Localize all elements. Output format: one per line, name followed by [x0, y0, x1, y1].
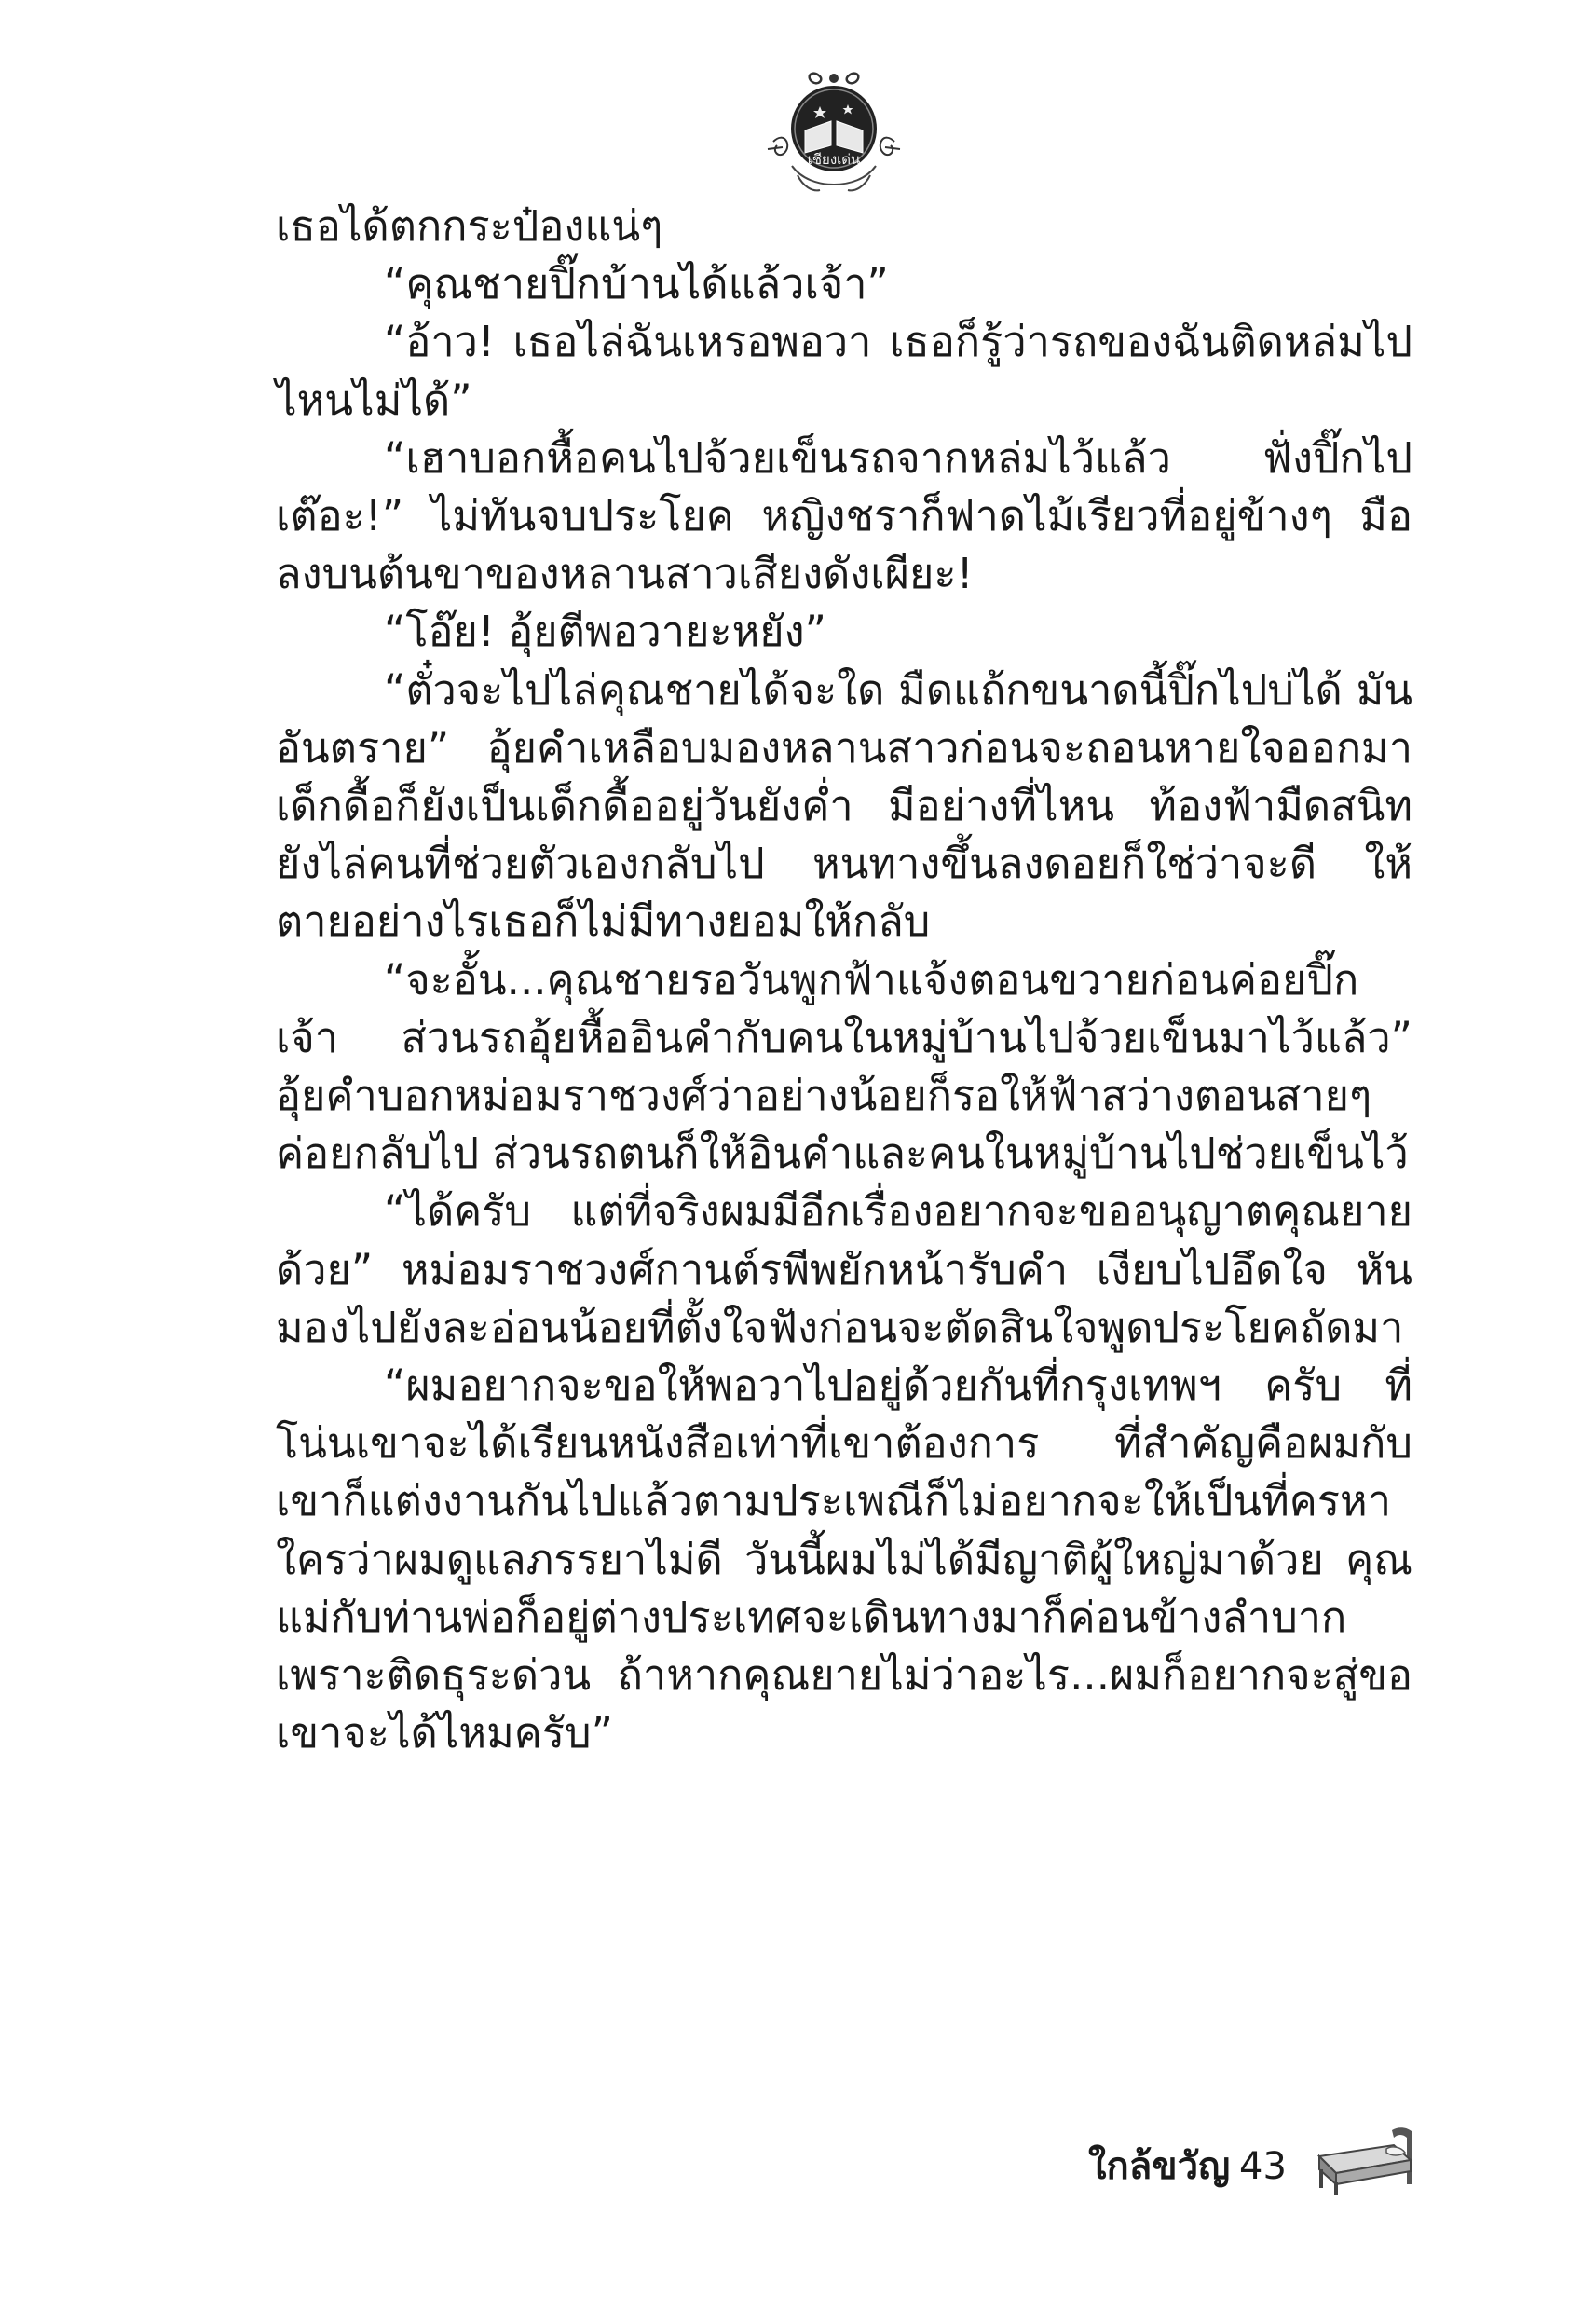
paragraph: “ได้ครับ แต่ที่จริงผมมีอีกเรื่องอยากจะขออนุญาตคุณยายด้วย” หม่อมราชวงศ์กานต์รพีพยักหน้ารับคำ เงียบไปอึดใจ หันมองไปยังละอ่อนน้อยที่ตั้งใจฟังก่อนจะตัดสินใจพูดประโยคถัดมา [276, 1186, 1412, 1352]
book-title: ใกล้ขวัญ [1088, 2145, 1231, 2188]
paragraph: “อ้าว! เธอไล่ฉันเหรอพอวา เธอก็รู้ว่ารถของฉันติดหล่มไปไหนไม่ได้” [276, 317, 1412, 425]
paragraph: “เฮาบอกหื้อคนไปจ้วยเข็นรถจากหล่มไว้แล้ว ฟั่งปิ๊กไปเต๊อะ!” ไม่ทันจบประโยค หญิงชราก็ฟาดไม้เรียวที่อยู่ข้างๆ มือลงบนต้นขาของหลานสาวเสียงดังเผียะ! [276, 432, 1412, 599]
paragraph: “ตั๋วจะไปไล่คุณชายได้จะใด มืดแถ้กขนาดนี้ปิ๊กไปบ่ได้ มันอันตราย” อุ้ยคำเหลือบมองหลานสาวก่อนจะถอนหายใจออกมา เด็กดื้อก็ยังเป็นเด็กดื้ออยู่วันยังค่ำ มีอย่างที่ไหน ท้องฟ้ามืดสนิทยังไล่คนที่ช่วยตัวเองกลับไป หนทางขึ้นลงดอยก็ใช่ว่าจะดี ให้ตายอย่างไรเธอก็ไม่มีทางยอมให้กลับ [276, 664, 1412, 947]
paragraph: “คุณชายปิ๊กบ้านได้แล้วเจ้า” [384, 259, 889, 309]
paragraph: “โอ๊ย! อุ้ยตีพอวายะหยัง” [384, 607, 826, 657]
ornamental-book-logo-icon [764, 56, 904, 196]
paragraph: เธอได้ตกกระป๋องแน่ๆ [276, 201, 663, 251]
paragraph: “ผมอยากจะขอให้พอวาไปอยู่ด้วยกันที่กรุงเทพฯ ครับ ที่โน่นเขาจะได้เรียนหนังสือเท่าที่เขาต้องการ ที่สำคัญคือผมกับเขาก็แต่งงานกันไปแล้วตามประเพณีก็ไม่อยากจะให้เป็นที่ครหาใครว่าผมดูแลภรรยาไม่ดี วันนี้ผมไม่ได้มีญาติผู้ใหญ่มาด้วย คุณแม่กับท่านพ่อก็อยู่ต่างประเทศจะเดินทางมาก็ค่อนข้างลำบากเพราะติดธุระด่วน ถ้าหากคุณยายไม่ว่าอะไร...ผมก็อยากจะสู่ขอเขาจะได้ไหมครับ” [276, 1361, 1412, 1758]
logo-text: เชียงเด่น [807, 151, 861, 168]
chapter-body-text [276, 198, 1412, 1762]
page-number: 43 [1239, 2145, 1287, 2188]
paragraph: “จะอั้น...คุณชายรอวันพูกฟ้าแจ้งตอนขวายก่อนค่อยปิ๊กเจ้า ส่วนรถอุ้ยหื้ออินคำกับคนในหมู่บ้านไปจ้วยเข็นมาไว้แล้ว” อุ้ยคำบอกหม่อมราชวงศ์ว่าอย่างน้อยก็รอให้ฟ้าสว่างตอนสายๆ ค่อยกลับไป ส่วนรถตนก็ให้อินคำและคนในหมู่บ้านไปช่วยเข็นไว้ [276, 954, 1412, 1179]
bed-icon [1314, 2123, 1416, 2197]
